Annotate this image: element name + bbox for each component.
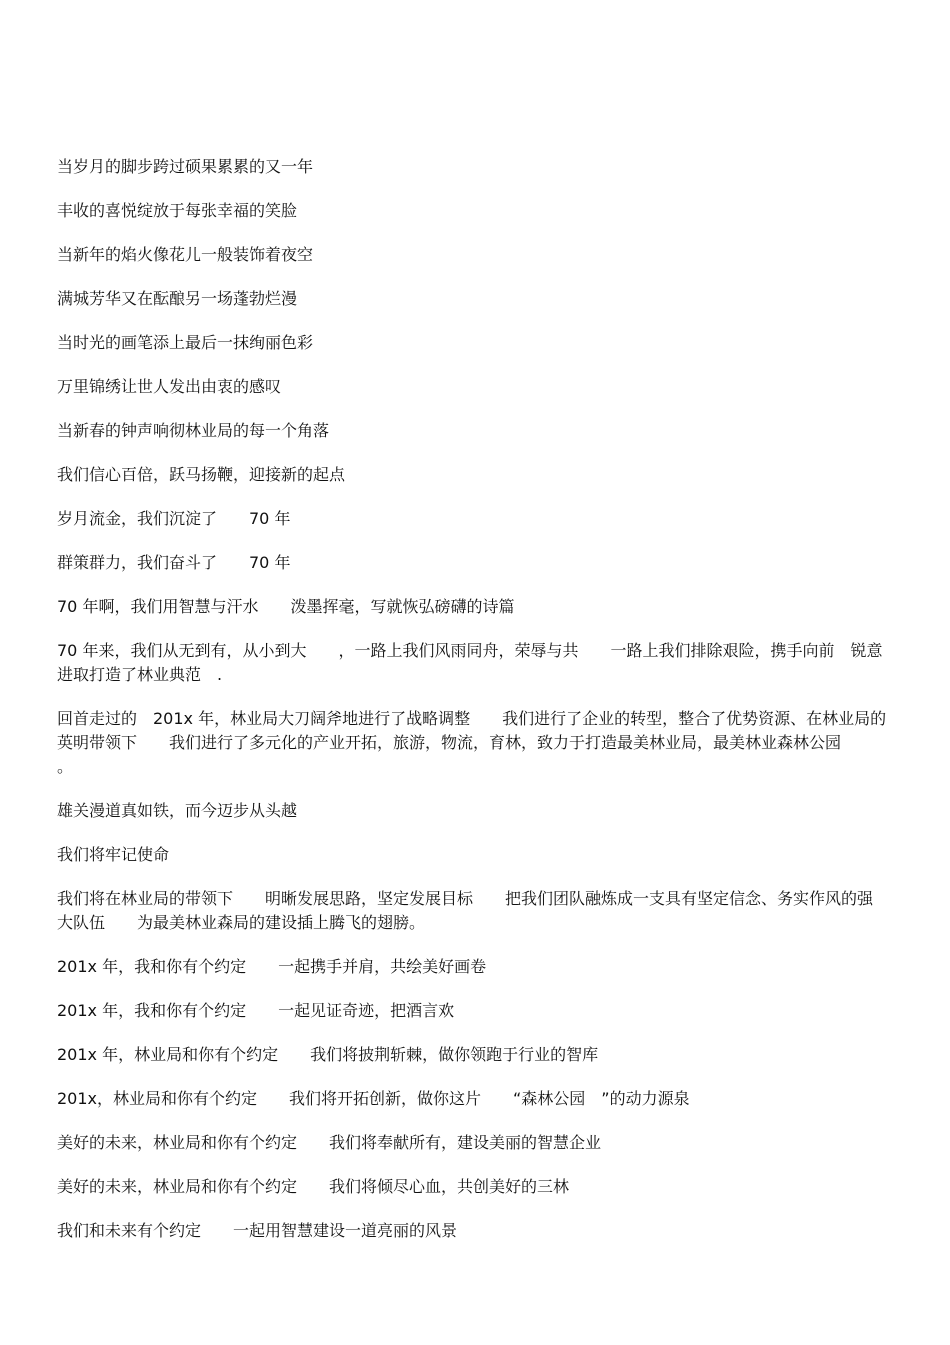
paragraph-17: 201x 年，我和你有个约定 一起携手并肩，共绘美好画卷 xyxy=(57,957,487,976)
paragraph-1: 当岁月的脚步跨过硕果累累的又一年 xyxy=(57,157,314,176)
paragraph-10: 群策群力，我们奋斗了 70 年 xyxy=(57,553,291,572)
paragraph-14: 雄关漫道真如铁，而今迈步从头越 xyxy=(57,801,298,820)
paragraph-11: 70 年啊，我们用智慧与汗水 泼墨挥毫，写就恢弘磅礴的诗篇 xyxy=(57,597,515,616)
paragraph-20: 201x，林业局和你有个约定 我们将开拓创新，做你这片 “森林公园 ”的动力源泉 xyxy=(57,1089,690,1108)
paragraph-6: 万里锦绣让世人发出由衷的感叹 xyxy=(57,377,282,396)
paragraph-13: 回首走过的 201x 年，林业局大刀阔斧地进行了战略调整 我们进行了企业的转型，整合了优势资源、在林业局的英明带领下 我们进行了多元化的产业开拓，旅游，物流，育林，致力于打造最美林业局，最美林业森林公园 。 xyxy=(57,709,887,776)
paragraph-22: 美好的未来，林业局和你有个约定 我们将倾尽心血，共创美好的三林 xyxy=(57,1177,570,1196)
paragraph-16: 我们将在林业局的带领下 明晰发展思路，坚定发展目标 把我们团队融炼成一支具有坚定信念、务实作风的强大队伍 为最美林业森局的建设插上腾飞的翅膀。 xyxy=(57,889,874,932)
document-body xyxy=(57,155,887,1263)
paragraph-2: 丰收的喜悦绽放于每张幸福的笑脸 xyxy=(57,201,298,220)
paragraph-12: 70 年来，我们从无到有，从小到大 ，一路上我们风雨同舟，荣辱与共 一路上我们排除艰险，携手向前 锐意进取打造了林业典范 . xyxy=(57,641,883,684)
paragraph-8: 我们信心百倍，跃马扬鞭，迎接新的起点 xyxy=(57,465,346,484)
paragraph-23: 我们和未来有个约定 一起用智慧建设一道亮丽的风景 xyxy=(57,1221,458,1240)
paragraph-9: 岁月流金，我们沉淀了 70 年 xyxy=(57,509,291,528)
paragraph-18: 201x 年，我和你有个约定 一起见证奇迹，把酒言欢 xyxy=(57,1001,455,1020)
paragraph-21: 美好的未来，林业局和你有个约定 我们将奉献所有，建设美丽的智慧企业 xyxy=(57,1133,602,1152)
paragraph-15: 我们将牢记使命 xyxy=(57,845,170,864)
paragraph-4: 满城芳华又在酝酿另一场蓬勃烂漫 xyxy=(57,289,298,308)
paragraph-5: 当时光的画笔添上最后一抹绚丽色彩 xyxy=(57,333,314,352)
paragraph-19: 201x 年，林业局和你有个约定 我们将披荆斩棘，做你领跑于行业的智库 xyxy=(57,1045,599,1064)
paragraph-3: 当新年的焰火像花儿一般装饰着夜空 xyxy=(57,245,314,264)
paragraph-7: 当新春的钟声响彻林业局的每一个角落 xyxy=(57,421,330,440)
